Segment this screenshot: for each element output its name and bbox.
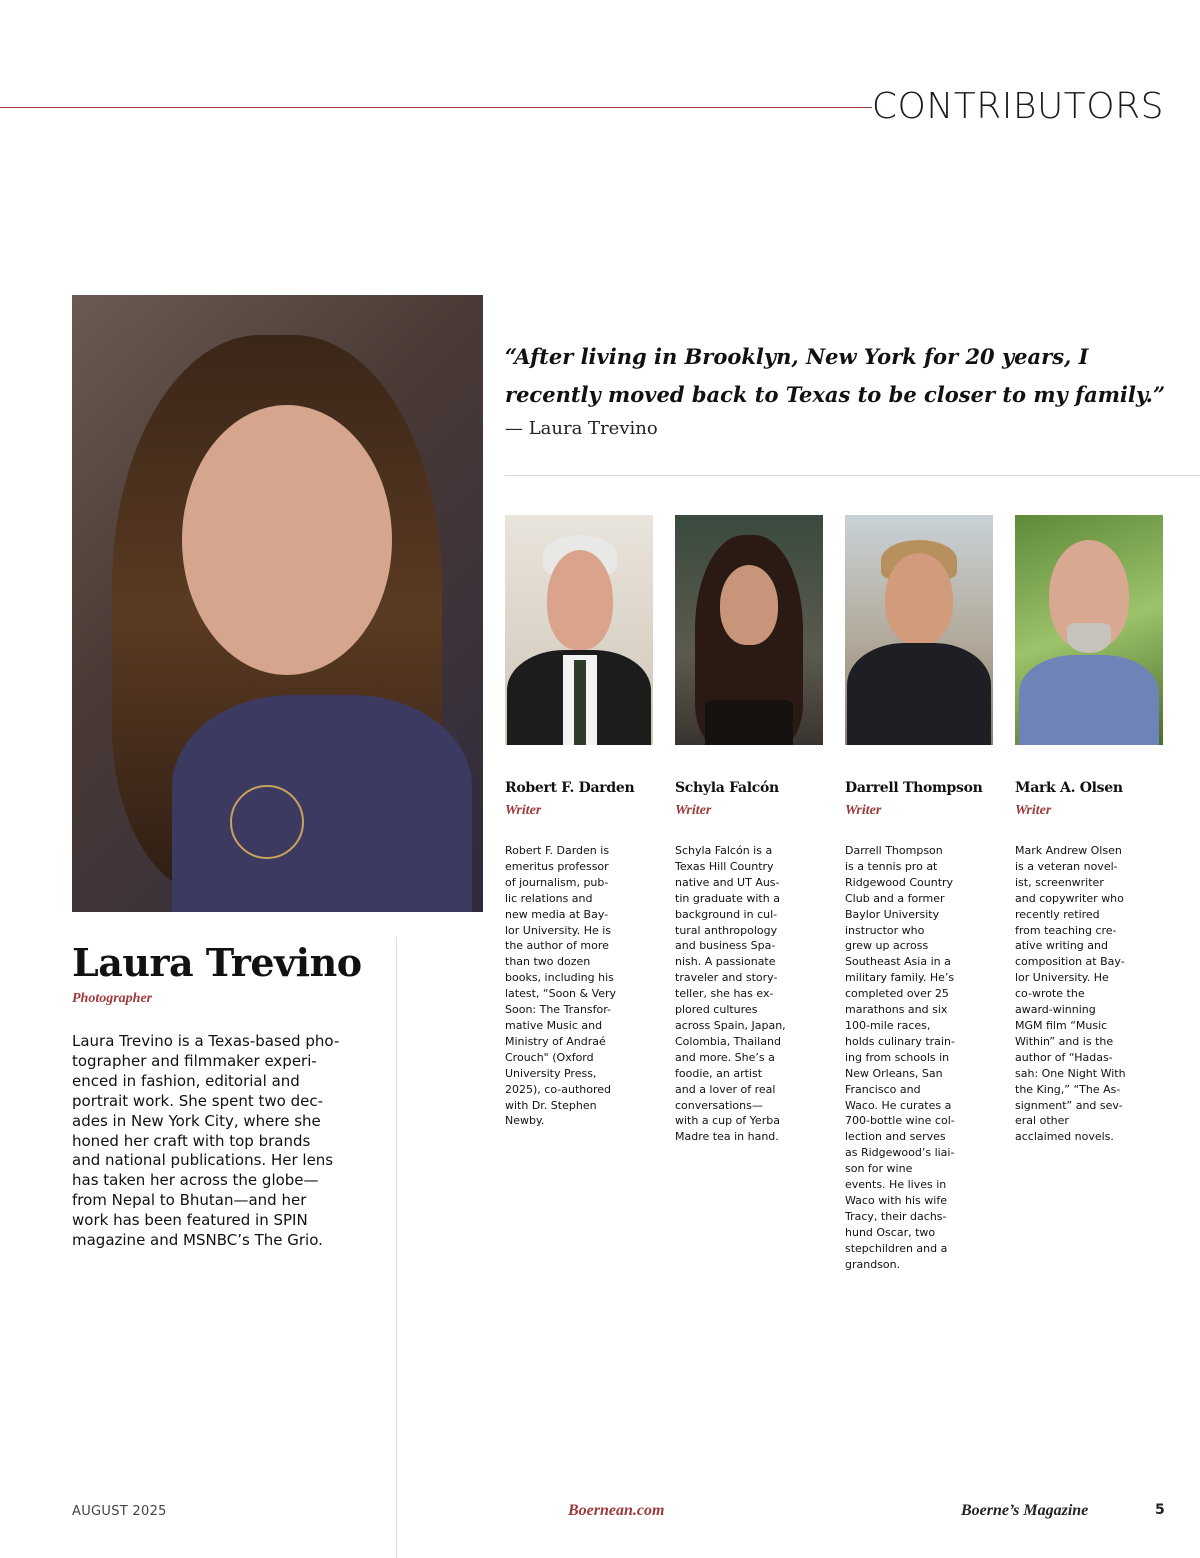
featured-name: Laura Trevino xyxy=(72,940,362,985)
footer-date: AUGUST 2025 xyxy=(72,1504,167,1519)
contributor-photo xyxy=(1015,515,1163,745)
footer-site-link[interactable]: Boernean.com xyxy=(568,1502,665,1519)
contributor-photo xyxy=(675,515,823,745)
footer-magazine-name: Boerne’s Magazine xyxy=(961,1502,1089,1519)
featured-role: Photographer xyxy=(72,991,153,1006)
column-divider xyxy=(396,937,397,1558)
quote-rule xyxy=(505,475,1200,476)
contributor-role: Writer xyxy=(1015,803,1052,818)
featured-bio: Laura Trevino is a Texas-based pho- tographer and filmmaker experi- enced in fashion, editorial and portrait work. She spent two dec- ades in New York City, where she honed her craft with top brands and national publications. Her lens has taken her across the globe— from Nepal to Bhutan—and her work has been featured in SPIN magazine and MSNBC’s The Grio. xyxy=(72,1032,340,1250)
contributor-name: Mark A. Olsen xyxy=(1015,780,1123,796)
pull-quote: “After living in Brooklyn, New York for 20 years, I recently moved back to Texas to be closer to my family.” xyxy=(505,344,1166,407)
quote-attribution: — Laura Trevino xyxy=(505,418,658,439)
contributor-name: Schyla Falcón xyxy=(675,780,779,796)
contributor-photo xyxy=(505,515,653,745)
contributor-photo xyxy=(845,515,993,745)
contributor-role: Writer xyxy=(505,803,542,818)
section-title: CONTRIBUTORS xyxy=(871,86,1164,127)
contributor-role: Writer xyxy=(845,803,882,818)
contributor-role: Writer xyxy=(675,803,712,818)
page-number: 5 xyxy=(1155,1502,1165,1518)
contributor-bio: Mark Andrew Olsen is a veteran novel- ist, screenwriter and copywriter who recently retired from teaching cre- ative writing and composition at Bay- lor University. He co-wrote the award-winning MGM film “Music Within” and is the author of “Hadas- sah: One Night With the King,” “The As- signment” and sev- eral other acclaimed novels. xyxy=(1015,844,1126,1144)
contributor-name: Darrell Thompson xyxy=(845,780,983,796)
contributor-bio: Robert F. Darden is emeritus professor of journalism, pub- lic relations and new media at Bay- lor University. He is the author of more than two dozen books, including his latest, “Soon & Very Soon: The Transfor- mative Music and Ministry of Andraé Crouch" (Oxford University Press, 2025), co-authored with Dr. Stephen Newby. xyxy=(505,844,617,1128)
contributor-name: Robert F. Darden xyxy=(505,780,635,796)
header-rule xyxy=(0,107,872,108)
featured-portrait-photo xyxy=(72,295,483,912)
contributor-bio: Darrell Thompson is a tennis pro at Ridgewood Country Club and a former Baylor University instructor who grew up across Southeast Asia in a military family. He’s completed over 25 marathons and six 100-mile races, holds culinary train- ing from schools in New Orleans, San Francisco and Waco. He curates a 700-bottle wine col- lection and serves as Ridgewood’s liai- son for wine events. He lives in Waco with his wife Tracy, their dachs- hund Oscar, two stepchildren and a grandson. xyxy=(845,844,955,1271)
contributor-bio: Schyla Falcón is a Texas Hill Country native and UT Aus- tin graduate with a background in cul- tural anthropology and business Spa- nish. A passionate traveler and story- teller, she has ex- plored cultures across Spain, Japan, Colombia, Thailand and more. She’s a foodie, an artist and a lover of real conversations— with a cup of Yerba Madre tea in hand. xyxy=(675,844,786,1144)
